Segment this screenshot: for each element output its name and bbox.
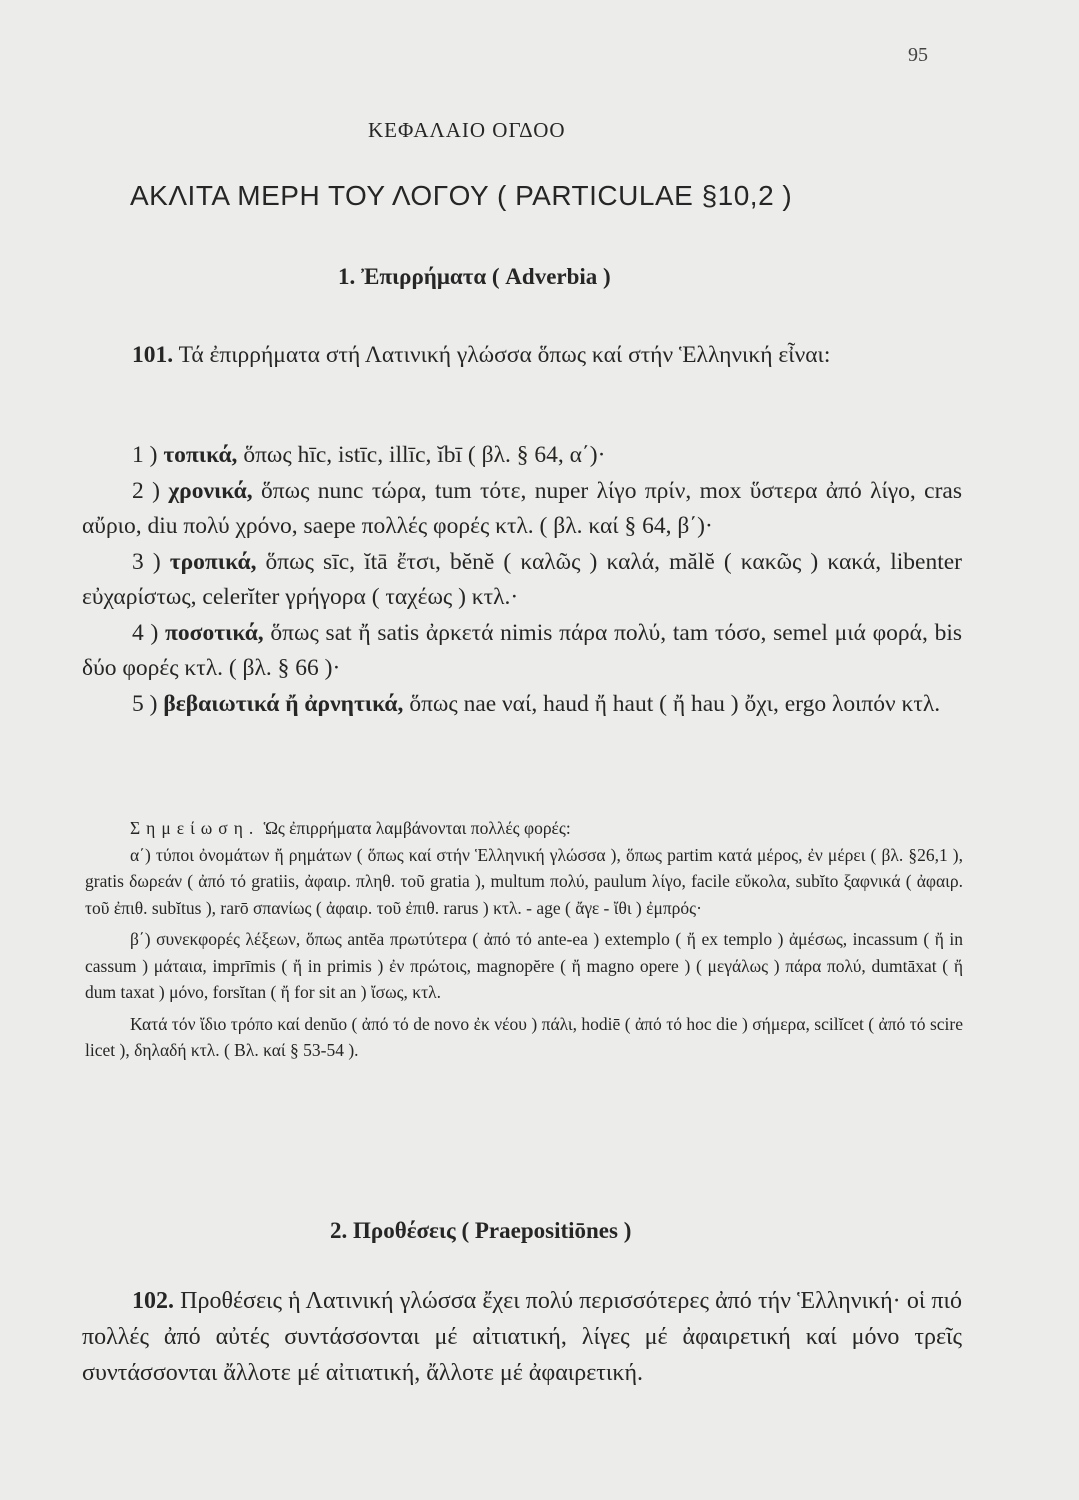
item-number: 3 ) <box>132 548 170 575</box>
paragraph-text: Προθέσεις ἡ Λατινική γλώσσα ἔχει πολύ περισσότερες ἀπό τήν Ἑλληνική· οἱ πιό πολλές ἀπό αὐτές συντάσσονται μέ αἰτιατική, λίγες μέ ἀφαιρετική καί μόνο τρεῖς συντάσσονται ἄλλοτε μέ αἰτιατική, ἄλλοτε μέ ἀφαιρετική. <box>82 1288 963 1386</box>
item-text: ὅπως nae ναί, haud ἤ haut ( ἤ hau ) ὄχι, ergo λοιπόν κτλ. <box>403 690 941 717</box>
item-text: ὅπως hīc, istīc, illīc, ĭbī ( βλ. § 64, α΄)· <box>237 442 606 468</box>
list-item <box>82 474 962 545</box>
item-lead: τοπικά, <box>163 442 238 468</box>
item-text: ὅπως sat ἤ satis ἀρκετά nimis πάρα πολύ, tam τόσο, semel μιά φορά, bis δύο φορές κτλ. ( βλ. § 66 )· <box>82 619 962 681</box>
note-label: Σημείωση. <box>130 818 260 838</box>
paragraph-text: Τά ἐπιρρήματα στή Λατινική γλώσσα ὅπως καί στήν Ἑλληνική εἶναι: <box>178 342 831 368</box>
page-number: 95 <box>908 44 928 66</box>
item-text: ὅπως nunc τώρα, tum τότε, nuper λίγο πρίν, mox ὕστερα ἀπό λίγο, cras αὔριο, diu πολύ χρόνο, saepe πολλές φορές κτλ. ( βλ. καί § 64, β΄)· <box>82 477 963 539</box>
list-item <box>82 438 962 474</box>
list-item <box>82 616 962 687</box>
item-number: 5 ) <box>132 690 164 717</box>
note-point-c: Κατά τόν ἴδιο τρόπο καί denŭo ( ἀπό τό de novo ἐκ νέου ) πάλι, hodiē ( ἀπό τό hoc die ) σήμερα, scilĭcet ( ἀπό τό scire licet ), δηλαδή κτλ. ( Βλ. καί § 53-54 ). <box>85 1013 963 1060</box>
item-lead: χρονικά, <box>168 477 253 504</box>
item-lead: ποσοτικά, <box>165 619 264 646</box>
section-heading-praepositiones: 2. Προθέσεις ( Praepositiōnes ) <box>330 1218 632 1243</box>
chapter-title: ΑΚΛΙΤΑ ΜΕΡΗ ΤΟΥ ΛΟΓΟΥ ( PARTICULAE §10,2 ) <box>130 180 793 211</box>
note-point-a: α΄) τύποι ὀνομάτων ἤ ρημάτων ( ὅπως καί στήν Ἑλληνική γλώσσα ), ὅπως partim κατά μέρος, ἐν μέρει ( βλ. §26,1 ), gratis δωρεάν ( ἀπό τό gratiis, ἀφαιρ. πληθ. τοῦ gratia ), multum πολύ, paulum λίγο, facile εὔκολα, subĭto ξαφνικά ( ἀφαιρ. τοῦ ἐπιθ. subĭtus ), rarō σπανίως ( ἀφαιρ. τοῦ ἐπιθ. rarus ) κτλ. - age ( ἄγε - ἴθι ) ἐμπρός· <box>85 844 963 918</box>
item-number: 4 ) <box>132 619 166 646</box>
item-lead: τροπικά, <box>169 548 257 575</box>
paragraph-number: 102. <box>132 1288 174 1314</box>
note-block <box>85 815 963 1064</box>
adverb-list <box>82 438 962 722</box>
list-item <box>82 545 962 616</box>
section-heading-adverbia: 1. Ἐπιρρήματα ( Adverbia ) <box>338 264 611 289</box>
note-point-b: β΄) συνεκφορές λέξεων, ὅπως antĕa πρωτύτερα ( ἀπό τό ante-ea ) extemplo ( ἤ ex templo ) ἀμέσως, incassum ( ἤ in cassum ) μάταια, imprīmis ( ἤ in primis ) ἐν πρώτοις, magnopĕre ( ἤ magno opere ) ( μεγάλως ) πάρα πολύ, dumtāxat ( ἤ dum taxat ) μόνο, forsĭtan ( ἤ for sit an ) ἴσως, κτλ. <box>85 929 963 1002</box>
item-number: 1 ) <box>132 442 164 468</box>
paragraph-102 <box>82 1283 962 1391</box>
chapter-label: ΚΕΦΑΛΑΙΟ ΟΓΔΟΟ <box>368 118 566 142</box>
note-intro: Ὡς ἐπιρρήματα λαμβάνονται πολλές φορές: <box>259 818 571 838</box>
paragraph-number: 101. <box>132 342 174 368</box>
list-item <box>82 687 962 723</box>
paragraph-101 <box>82 338 962 374</box>
item-lead: βεβαιωτικά ἤ ἀρνητικά, <box>163 690 404 717</box>
item-number: 2 ) <box>132 477 169 504</box>
item-text: ὅπως sīc, ĭtā ἔτσι, bĕnĕ ( καλῶς ) καλά, mălĕ ( κακῶς ) κακά, libenter εὐχαρίστως, celerĭter γρήγορα ( ταχέως ) κτλ.· <box>82 548 962 610</box>
